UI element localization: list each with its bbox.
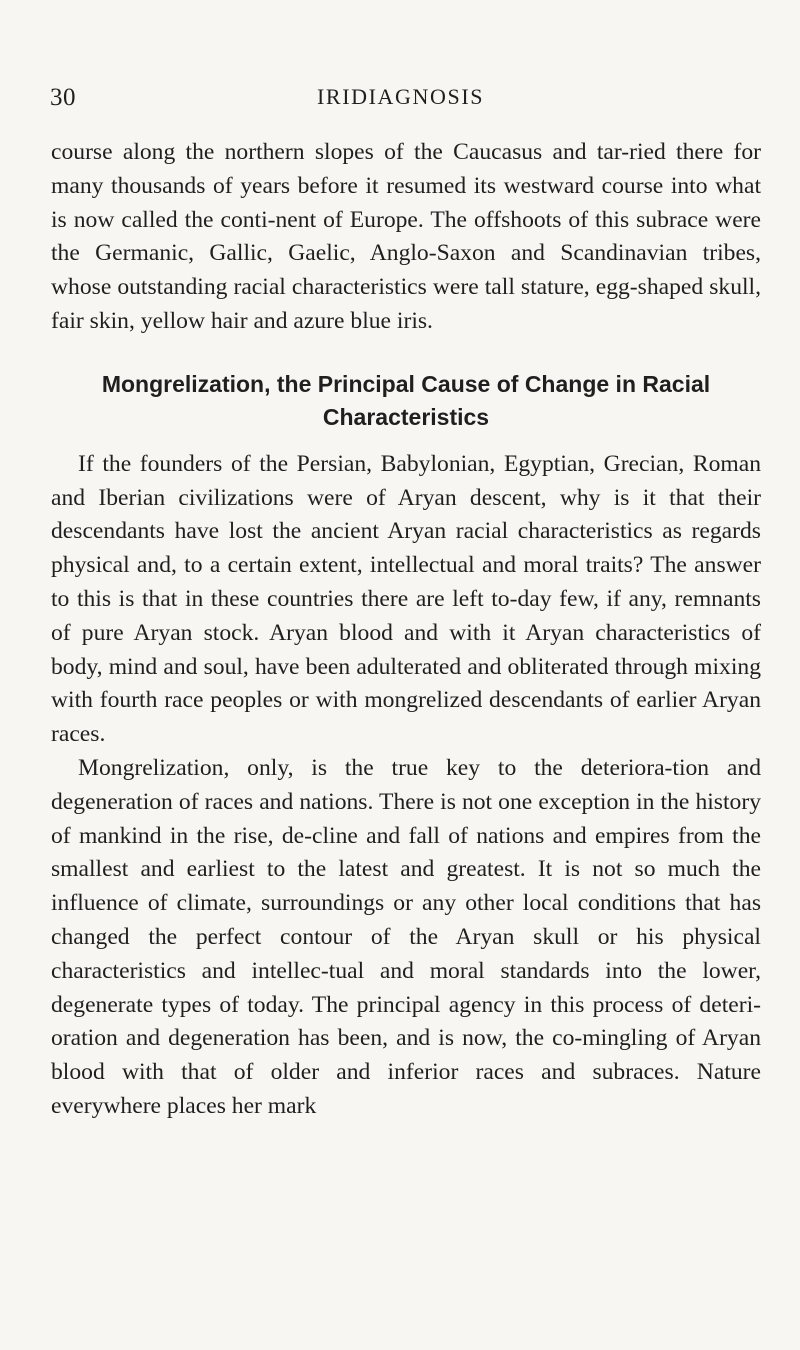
running-title: IRIDIAGNOSIS	[317, 84, 485, 109]
page-body	[51, 136, 761, 1124]
paragraph-continuation: course along the northern slopes of the Caucasus and tar-ried there for many thousands of years before it resumed its westward course into what is now called the conti-nent of Europe. The offshoots of this subrace were the Germanic, Gallic, Gaelic, Anglo-Saxon and Scandinavian tribes, whose outstanding racial characteristics were tall stature, egg-shaped skull, fair skin, yellow hair and azure blue iris.	[51, 139, 761, 334]
section-heading: Mongrelization, the Principal Cause of Change in Racial Characteristics	[101, 370, 711, 430]
page-number: 30	[50, 84, 76, 111]
paragraph-aryan-descent: If the founders of the Persian, Babylonian, Egyptian, Grecian, Roman and Iberian civilizations were of Aryan descent, why is it that their descendants have lost the ancient Aryan racial characteristics as regards physical and, to a certain extent, intellectual and moral traits? The answer to this is that in these countries there are left to-day few, if any, remnants of pure Aryan stock. Aryan blood and with it Aryan characteristics of body, mind and soul, have been adulterated and obliterated through mixing with fourth race peoples or with mongrelized descendants of earlier Aryan races.	[51, 450, 761, 748]
running-header	[0, 84, 800, 114]
paragraph-mongrelization: Mongrelization, only, is the true key to the deteriora-tion and degeneration of races and nations. There is not one exception in the history of mankind in the rise, de-cline and fall of nations and empires from the smallest and earliest to the latest and greatest. It is not so much the influence of climate, surroundings or any other local conditions that has changed the perfect contour of the Aryan skull or his physical characteristics and intellec-tual and moral standards into the lower, degenerate types of today. The principal agency in this process of deteri-oration and degeneration has been, and is now, the co-mingling of Aryan blood with that of older and inferior races and subraces. Nature everywhere places her mark	[51, 754, 761, 1119]
